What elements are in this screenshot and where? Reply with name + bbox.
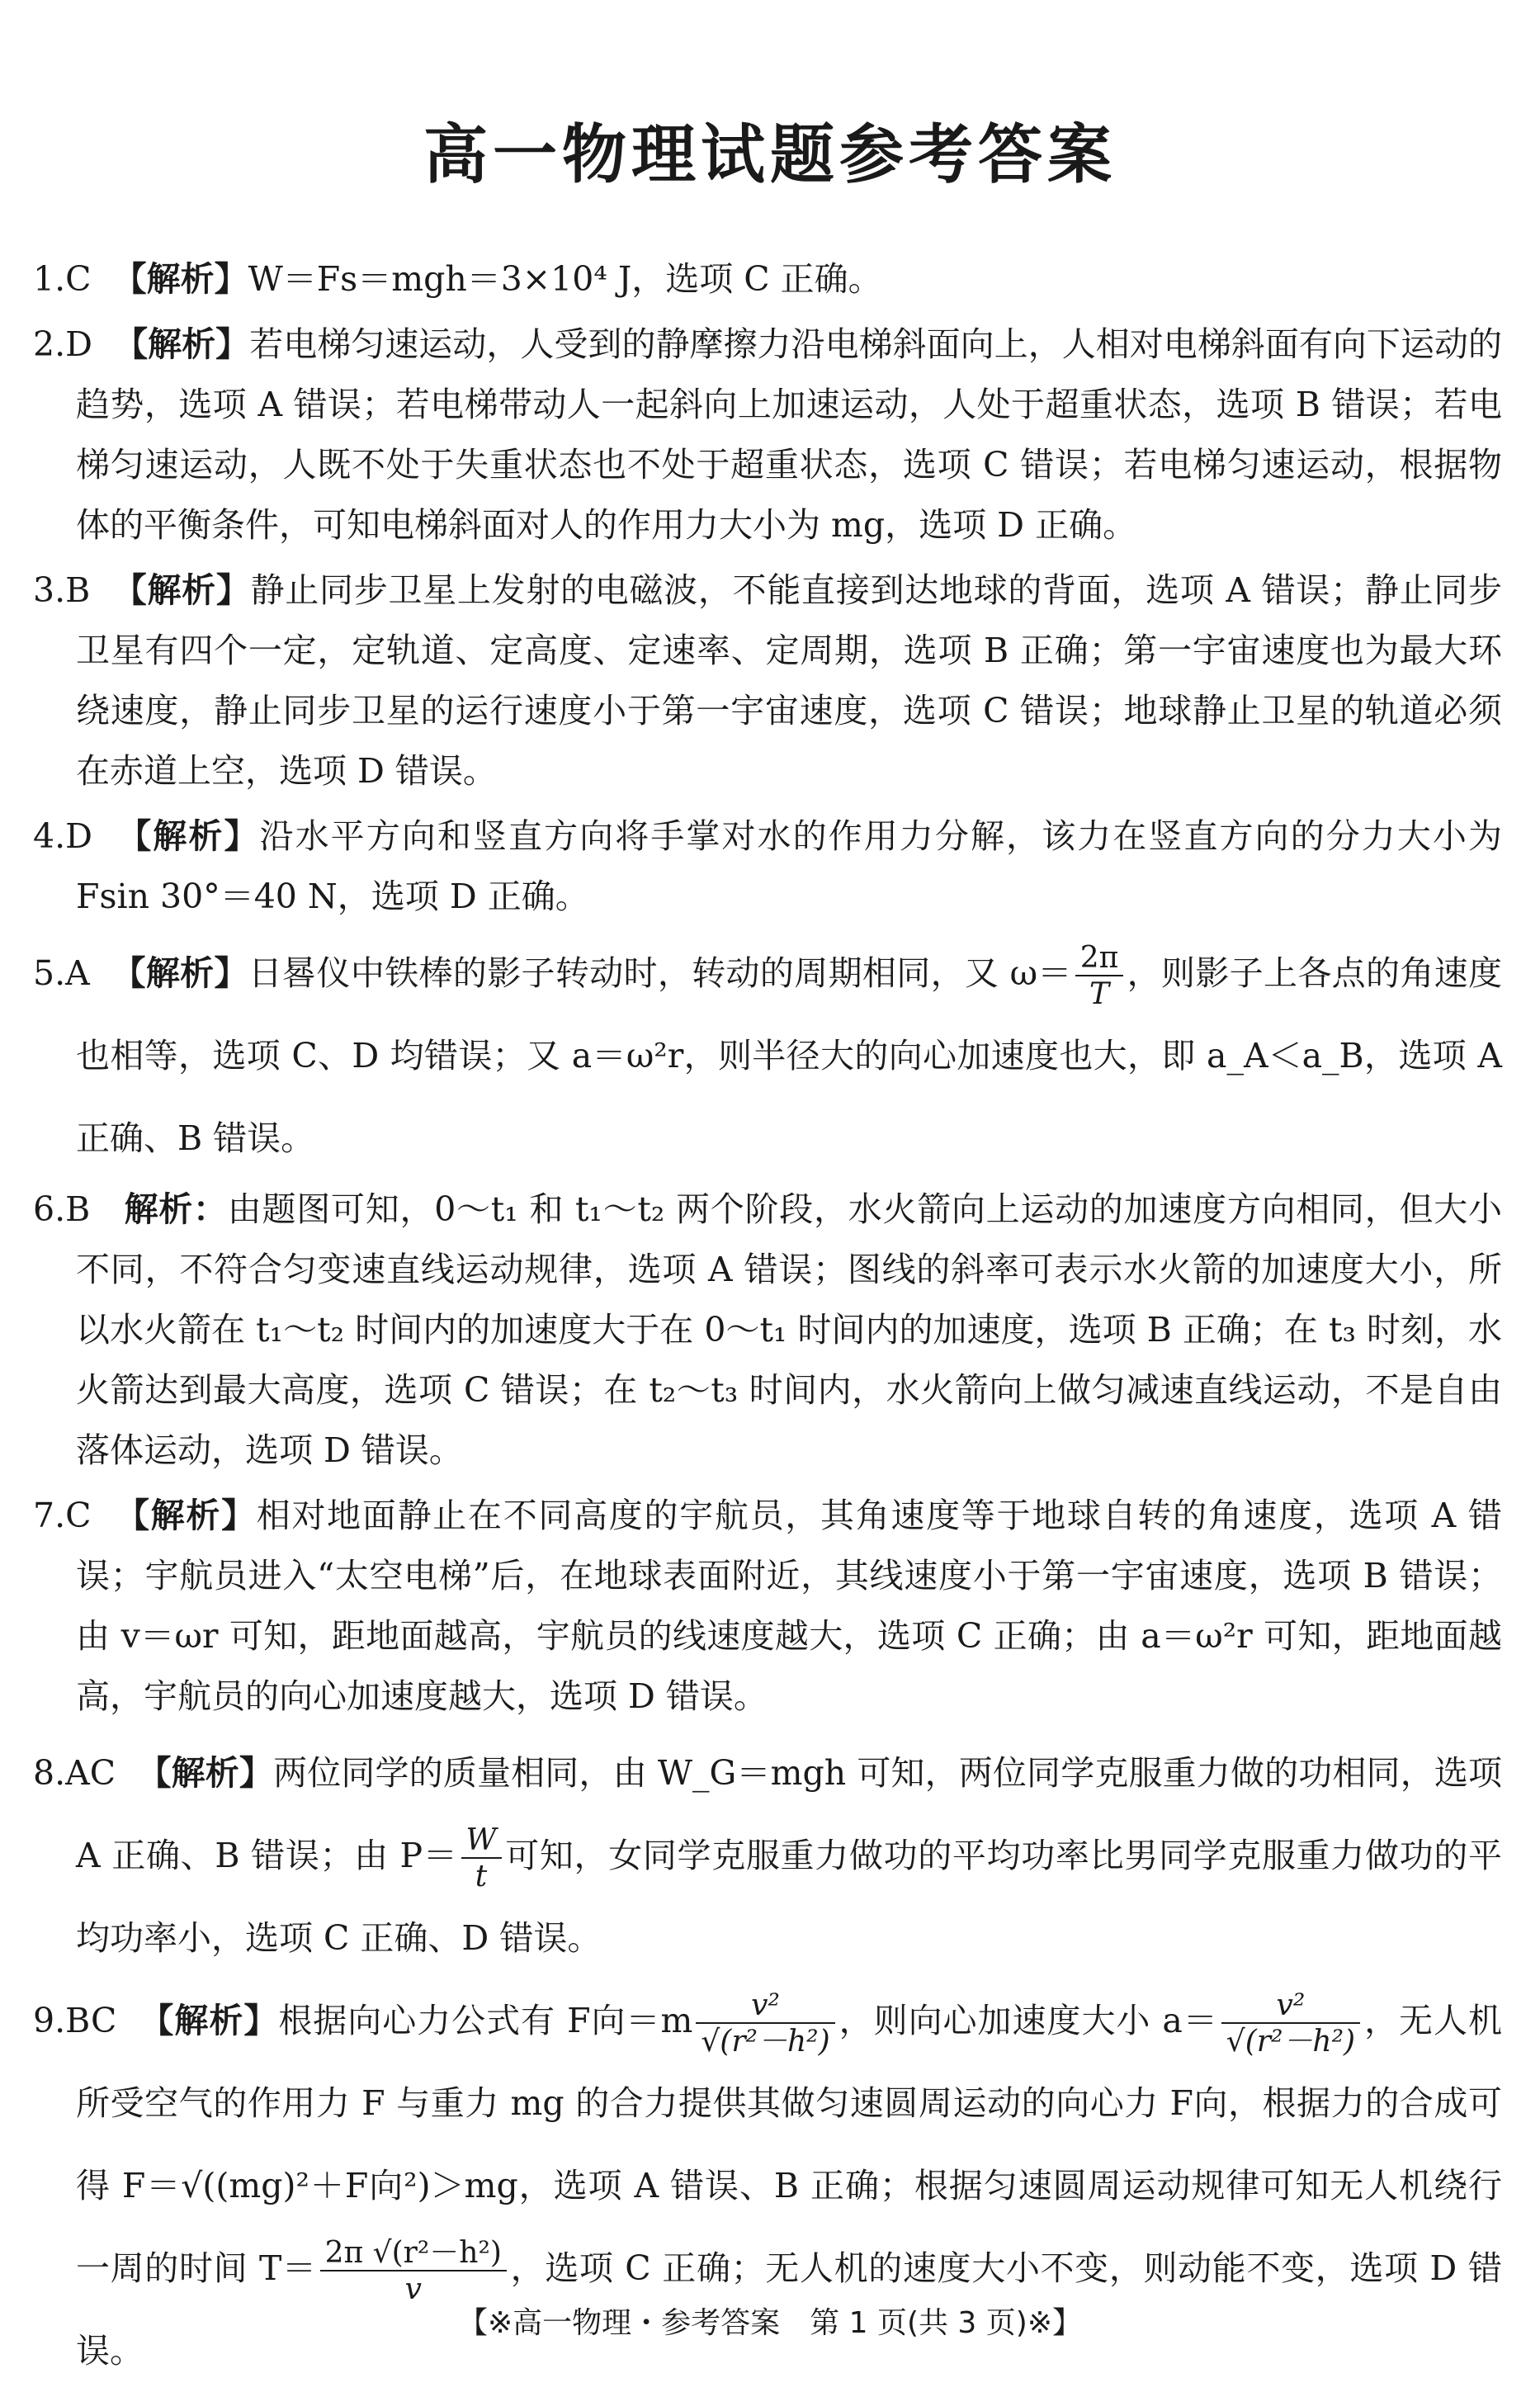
answer-text: W＝Fs＝mgh＝3×10⁴ J，选项 C 正确。 — [248, 259, 882, 299]
answer-text: 相对地面静止在不同高度的宇航员，其角速度等于地球自转的角速度，选项 A 错误；宇航员进入“太空电梯”后，在地球表面附近，其线速度小于第一宇宙速度，选项 B 错误；由 v＝ωr 可知，距地面越高，宇航员的线速度越大，选项 C 正确；由 a＝ω²r 可知，距地面越高，宇航员的向心加速度越大，选项 D 错误。 — [76, 1496, 1502, 1716]
answer-number: 8.AC — [33, 1753, 116, 1793]
fraction-numerator: W — [461, 1826, 502, 1859]
fraction — [461, 1822, 502, 1893]
answer-text: 若电梯匀速运动，人受到的静摩擦力沿电梯斜面向上，人相对电梯斜面有向下运动的趋势，选项 A 错误；若电梯带动人一起斜向上加速运动，人处于超重状态，选项 B 错误；若电梯匀速运动，人既不处于失重状态也不处于超重状态，选项 C 错误；若电梯匀速运动，根据物体的平衡条件，可知电梯斜面对人的作用力大小为 mg，选项 D 正确。 — [76, 324, 1502, 545]
answer-text: 根据向心力公式有 F向＝m — [278, 2001, 693, 2040]
answer-text: ，则向心加速度大小 a＝ — [838, 2001, 1218, 2040]
answer-text: 静止同步卫星上发射的电磁波，不能直接到达地球的背面，选项 A 错误；静止同步卫星有四个一定，定轨道、定高度、定速率、定周期，选项 B 正确；第一宇宙速度也为最大环绕速度，静止同步卫星的运行速度小于第一宇宙速度，选项 C 错误；地球静止卫星的轨道必须在赤道上空，选项 D 错误。 — [76, 570, 1502, 791]
page-footer: 【※高一物理・参考答案 第 1 页(共 3 页)※】 — [457, 2306, 1082, 2340]
fraction-denominator: √(r²－h²) — [701, 2024, 830, 2059]
answer-item-4 — [33, 806, 1502, 927]
fraction-numerator: 2π √(r²－h²) — [320, 2238, 507, 2271]
analysis-tag: 【解析】 — [117, 816, 260, 856]
fraction-numerator: v² — [1221, 1991, 1360, 2024]
answer-text: 日晷仪中铁棒的影子转动时，转动的周期相同，又 ω＝ — [248, 953, 1072, 993]
answer-number: 2.D — [33, 324, 92, 364]
answer-number: 7.C — [33, 1496, 92, 1535]
fraction — [320, 2235, 507, 2306]
answer-text: ，选项 C 正确；无人机的速度大小不变，则动能不变，选项 D 错误。 — [76, 2248, 1502, 2371]
analysis-tag: 【解析】 — [112, 259, 248, 299]
answer-item-3 — [33, 560, 1502, 801]
answer-number: 9.BC — [33, 2001, 117, 2040]
fraction-denominator: √(r²－h²) — [1226, 2024, 1356, 2059]
answer-item-6 — [33, 1179, 1502, 1481]
analysis-tag: 【解析】 — [115, 1496, 257, 1535]
answer-number: 3.B — [33, 570, 91, 610]
fraction-numerator: v² — [696, 1991, 834, 2024]
analysis-tag: 【解析】 — [112, 570, 251, 610]
answer-number: 6.B — [33, 1189, 91, 1229]
fraction-denominator: v — [404, 2271, 422, 2306]
answer-number: 5.A — [33, 953, 90, 993]
answer-text: 由题图可知，0～t₁ 和 t₁～t₂ 两个阶段，水火箭向上运动的加速度方向相同，但大小不同，不符合匀变速直线运动规律，选项 A 错误；图线的斜率可表示水火箭的加速度大小，所以水火箭在 t₁～t₂ 时间内的加速度大于在 0～t₁ 时间内的加速度，选项 B 正确；在 t₃ 时刻，水火箭达到最大高度，选项 C 错误；在 t₂～t₃ 时间内，水火箭向上做匀减速直线运动，不是自由落体运动，选项 D 错误。 — [76, 1189, 1502, 1470]
answer-list — [33, 249, 1502, 2392]
fraction-denominator: T — [1089, 976, 1110, 1011]
answer-number: 1.C — [33, 259, 92, 299]
fraction — [696, 1988, 834, 2059]
answer-text: ，无人机所受空气的作用力 F 与重力 mg 的合力提供其做匀速圆周运动的向心力 F向，根据力的合成可得 F＝√((mg)²＋F向²)＞mg，选项 A 错误、B 正确；根据匀速圆周运动规律可知无人机绕行一周的时间 T＝ — [76, 2001, 1502, 2288]
fraction — [1075, 940, 1124, 1011]
answer-item-7 — [33, 1486, 1502, 1727]
analysis-tag: 【解析】 — [137, 1753, 274, 1793]
answer-text: 两位同学的质量相同，由 W_G＝mgh 可知，两位同学克服重力做的功相同，选项 A 正确、B 错误；由 P＝ — [76, 1753, 1502, 1875]
analysis-tag: 【解析】 — [114, 324, 250, 364]
answer-text: 沿水平方向和竖直方向将手掌对水的作用力分解，该力在竖直方向的分力大小为 Fsin 30°＝40 N，选项 D 正确。 — [76, 816, 1502, 916]
answer-text: 可知，女同学克服重力做功的平均功率比男同学克服重力做功的平均功率小，选项 C 正确、D 错误。 — [76, 1836, 1502, 1958]
analysis-tag: 解析： — [124, 1189, 228, 1229]
answer-item-5 — [33, 932, 1502, 1179]
analysis-tag: 【解析】 — [111, 953, 248, 993]
answer-number: 4.D — [33, 816, 92, 856]
answer-item-8 — [33, 1732, 1502, 1979]
page-title: 高一物理试题参考答案 — [423, 118, 1117, 192]
analysis-tag: 【解析】 — [139, 2001, 279, 2040]
answer-item-1 — [33, 249, 1502, 310]
answer-text: ，则影子上各点的角速度也相等，选项 C、D 均错误；又 a＝ω²r，则半径大的向心加速度也大，即 a_A＜a_B，选项 A 正确、B 错误。 — [76, 953, 1503, 1158]
answer-item-2 — [33, 314, 1502, 555]
fraction-numerator: 2π — [1075, 943, 1124, 976]
fraction — [1221, 1988, 1360, 2059]
fraction-denominator: t — [475, 1859, 488, 1893]
